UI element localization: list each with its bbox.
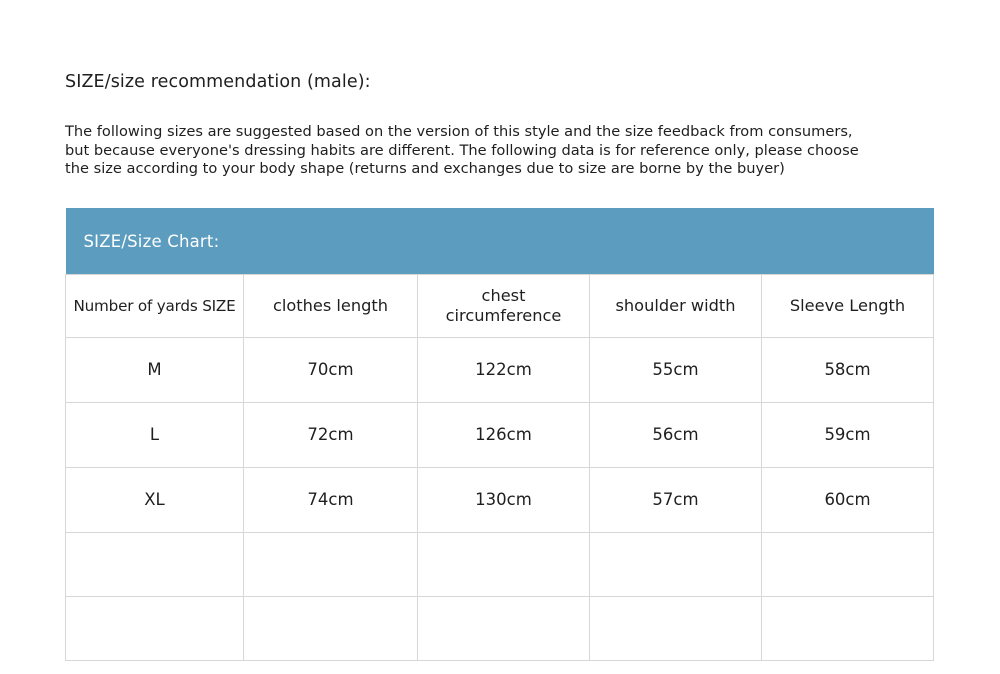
cell-clothes-length: 74cm bbox=[244, 468, 418, 533]
cell-sleeve-length: 59cm bbox=[762, 403, 934, 468]
cell-size bbox=[66, 533, 244, 597]
size-table bbox=[65, 208, 934, 661]
cell-sleeve-length: 58cm bbox=[762, 338, 934, 403]
cell-clothes-length: 72cm bbox=[244, 403, 418, 468]
cell-size: L bbox=[66, 403, 244, 468]
cell-chest-circumference: 126cm bbox=[418, 403, 590, 468]
size-table-container bbox=[65, 208, 933, 661]
cell-chest-circumference bbox=[418, 533, 590, 597]
cell-size: M bbox=[66, 338, 244, 403]
cell-size bbox=[66, 597, 244, 661]
cell-chest-circumference: 130cm bbox=[418, 468, 590, 533]
cell-shoulder-width: 57cm bbox=[590, 468, 762, 533]
intro-line-3: the size according to your body shape (returns and exchanges due to size are borne by the buyer) bbox=[65, 160, 785, 177]
page-title: SIZE/size recommendation (male): bbox=[65, 72, 371, 92]
intro-paragraph bbox=[65, 123, 937, 179]
column-header-sleeve-length: Sleeve Length bbox=[762, 275, 934, 338]
cell-clothes-length bbox=[244, 533, 418, 597]
cell-clothes-length: 70cm bbox=[244, 338, 418, 403]
column-header-clothes-length: clothes length bbox=[244, 275, 418, 338]
table-caption-row bbox=[66, 208, 934, 275]
intro-line-1: The following sizes are suggested based on the version of this style and the size feedback from consumers, bbox=[65, 123, 853, 140]
cell-sleeve-length bbox=[762, 533, 934, 597]
cell-sleeve-length bbox=[762, 597, 934, 661]
cell-shoulder-width: 55cm bbox=[590, 338, 762, 403]
column-header-size: Number of yards SIZE bbox=[66, 275, 244, 338]
column-header-shoulder-width: shoulder width bbox=[590, 275, 762, 338]
table-row bbox=[66, 338, 934, 403]
cell-shoulder-width bbox=[590, 597, 762, 661]
table-row bbox=[66, 403, 934, 468]
table-header-row bbox=[66, 275, 934, 338]
table-row bbox=[66, 468, 934, 533]
table-row bbox=[66, 533, 934, 597]
column-header-chest-circumference: chest circumference bbox=[418, 275, 590, 338]
chart-title: SIZE/Size Chart: bbox=[66, 208, 934, 275]
cell-chest-circumference: 122cm bbox=[418, 338, 590, 403]
cell-sleeve-length: 60cm bbox=[762, 468, 934, 533]
cell-shoulder-width bbox=[590, 533, 762, 597]
cell-clothes-length bbox=[244, 597, 418, 661]
cell-chest-circumference bbox=[418, 597, 590, 661]
table-row bbox=[66, 597, 934, 661]
cell-shoulder-width: 56cm bbox=[590, 403, 762, 468]
intro-line-2: but because everyone's dressing habits are different. The following data is for reference only, please choose bbox=[65, 141, 859, 159]
cell-size: XL bbox=[66, 468, 244, 533]
